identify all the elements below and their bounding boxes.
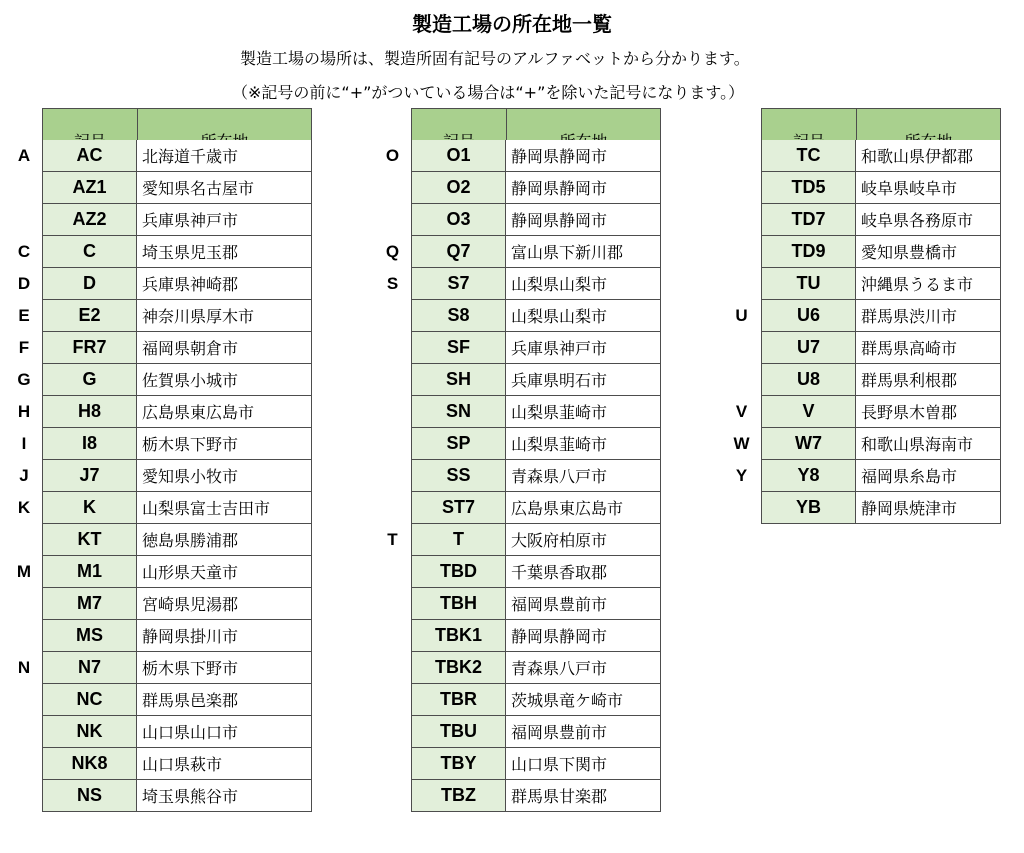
row-group-letter: H: [17, 402, 31, 421]
code-cell: I8: [42, 428, 137, 460]
row-group-letter: D: [17, 274, 31, 293]
location-cell: 兵庫県神戸市: [506, 332, 661, 364]
row-group-letter: G: [17, 370, 31, 389]
location-cell: 山梨県韮崎市: [506, 428, 661, 460]
location-cell: 福岡県糸島市: [856, 460, 1001, 492]
location-cell: 佐賀県小城市: [137, 364, 312, 396]
code-cell: D: [42, 268, 137, 300]
location-cell: 山口県萩市: [137, 748, 312, 780]
location-cell: 栃木県下野市: [137, 428, 312, 460]
subtitle-line-2: （※記号の前に“+”がついている場合は“+”を除いた記号になります。）: [232, 83, 745, 102]
row-group-letter: I: [21, 434, 27, 453]
row-group-letter: T: [387, 530, 398, 549]
row-group-letter: [722, 364, 761, 396]
location-cell: 兵庫県神崎郡: [137, 268, 312, 300]
factory-table-1: [6, 108, 312, 812]
code-cell: K: [42, 492, 137, 524]
row-group-letter: E: [18, 306, 30, 325]
row-group-letter: J: [19, 466, 29, 485]
row-group-letter: [722, 332, 761, 364]
row-group-letter: [6, 524, 42, 556]
code-cell: TD7: [761, 204, 856, 236]
code-cell: S8: [411, 300, 506, 332]
location-cell: 群馬県利根郡: [856, 364, 1001, 396]
code-cell: TD5: [761, 172, 856, 204]
location-cell: 埼玉県熊谷市: [137, 780, 312, 812]
location-cell: 茨城県竜ケ崎市: [506, 684, 661, 716]
row-group-letter: C: [17, 242, 31, 261]
factory-table-3: [722, 108, 1001, 524]
code-cell: M7: [42, 588, 137, 620]
location-cell: 沖縄県うるま市: [856, 268, 1001, 300]
code-cell: C: [42, 236, 137, 268]
row-group-letter: U: [735, 306, 748, 325]
location-cell: 山梨県山梨市: [506, 300, 661, 332]
location-cell: 広島県東広島市: [137, 396, 312, 428]
code-cell: W7: [761, 428, 856, 460]
code-cell: TC: [761, 140, 856, 172]
code-cell: O2: [411, 172, 506, 204]
location-cell: 福岡県豊前市: [506, 716, 661, 748]
code-cell: U8: [761, 364, 856, 396]
code-cell: N7: [42, 652, 137, 684]
location-cell: 静岡県静岡市: [506, 172, 661, 204]
location-cell: 神奈川県厚木市: [137, 300, 312, 332]
code-cell: NK8: [42, 748, 137, 780]
location-cell: 山形県天童市: [137, 556, 312, 588]
code-cell: TBD: [411, 556, 506, 588]
location-cell: 栃木県下野市: [137, 652, 312, 684]
row-group-letter: [374, 716, 411, 748]
row-group-letter: [374, 780, 411, 812]
row-group-letter: [722, 140, 761, 172]
location-cell: 山口県山口市: [137, 716, 312, 748]
row-group-letter: [722, 172, 761, 204]
code-cell: TBU: [411, 716, 506, 748]
row-group-letter: [374, 748, 411, 780]
row-group-letter: [374, 492, 411, 524]
location-cell: 広島県東広島市: [506, 492, 661, 524]
code-cell: SS: [411, 460, 506, 492]
code-cell: Q7: [411, 236, 506, 268]
location-cell: 岐阜県岐阜市: [856, 172, 1001, 204]
row-group-letter: M: [16, 562, 32, 581]
location-cell: 静岡県静岡市: [506, 140, 661, 172]
code-cell: YB: [761, 492, 856, 524]
location-cell: 徳島県勝浦郡: [137, 524, 312, 556]
code-cell: TD9: [761, 236, 856, 268]
code-cell: U7: [761, 332, 856, 364]
row-group-letter: V: [735, 402, 748, 421]
row-group-letter: [374, 556, 411, 588]
code-cell: NK: [42, 716, 137, 748]
row-group-letter: [722, 236, 761, 268]
row-group-letter: O: [385, 146, 400, 165]
code-cell: TBK1: [411, 620, 506, 652]
code-cell: TBR: [411, 684, 506, 716]
location-cell: 富山県下新川郡: [506, 236, 661, 268]
row-group-letter: [374, 396, 411, 428]
row-group-letter: A: [17, 146, 31, 165]
location-cell: 群馬県邑楽郡: [137, 684, 312, 716]
location-cell: 兵庫県神戸市: [137, 204, 312, 236]
code-cell: H8: [42, 396, 137, 428]
code-cell: S7: [411, 268, 506, 300]
code-cell: SP: [411, 428, 506, 460]
code-cell: FR7: [42, 332, 137, 364]
location-cell: 宮崎県児湯郡: [137, 588, 312, 620]
row-group-letter: [6, 748, 42, 780]
row-group-letter: [722, 268, 761, 300]
row-group-letter: [6, 204, 42, 236]
row-group-letter: [374, 588, 411, 620]
location-cell: 青森県八戸市: [506, 460, 661, 492]
row-group-letter: [722, 492, 761, 524]
code-cell: V: [761, 396, 856, 428]
row-group-letter: [6, 620, 42, 652]
location-cell: 愛知県豊橋市: [856, 236, 1001, 268]
row-group-letter: [374, 204, 411, 236]
code-cell: KT: [42, 524, 137, 556]
row-group-letter: [374, 620, 411, 652]
row-group-letter: Q: [385, 242, 400, 261]
code-cell: Y8: [761, 460, 856, 492]
row-group-letter: N: [17, 658, 31, 677]
location-cell: 大阪府柏原市: [506, 524, 661, 556]
factory-table-2: [374, 108, 661, 812]
code-cell: TBH: [411, 588, 506, 620]
row-group-letter: [6, 780, 42, 812]
row-group-letter: [374, 684, 411, 716]
location-cell: 兵庫県明石市: [506, 364, 661, 396]
code-cell: TBK2: [411, 652, 506, 684]
code-cell: ST7: [411, 492, 506, 524]
location-cell: 静岡県静岡市: [506, 620, 661, 652]
code-cell: NS: [42, 780, 137, 812]
row-group-letter: [374, 332, 411, 364]
row-group-letter: [6, 684, 42, 716]
row-group-letter: K: [17, 498, 31, 517]
code-cell: AZ2: [42, 204, 137, 236]
code-cell: M1: [42, 556, 137, 588]
code-cell: TU: [761, 268, 856, 300]
location-cell: 福岡県豊前市: [506, 588, 661, 620]
subtitle-line-1: 製造工場の場所は、製造所固有記号のアルファベットから分かります。: [240, 49, 750, 68]
code-cell: SF: [411, 332, 506, 364]
location-cell: 群馬県甘楽郡: [506, 780, 661, 812]
code-cell: E2: [42, 300, 137, 332]
location-cell: 千葉県香取郡: [506, 556, 661, 588]
location-cell: 岐阜県各務原市: [856, 204, 1001, 236]
location-cell: 福岡県朝倉市: [137, 332, 312, 364]
location-cell: 群馬県渋川市: [856, 300, 1001, 332]
code-cell: TBZ: [411, 780, 506, 812]
code-cell: O1: [411, 140, 506, 172]
row-group-letter: [374, 652, 411, 684]
code-cell: J7: [42, 460, 137, 492]
code-cell: SN: [411, 396, 506, 428]
location-cell: 青森県八戸市: [506, 652, 661, 684]
code-cell: AZ1: [42, 172, 137, 204]
location-cell: 長野県木曽郡: [856, 396, 1001, 428]
row-group-letter: [6, 588, 42, 620]
code-cell: U6: [761, 300, 856, 332]
location-cell: 山口県下関市: [506, 748, 661, 780]
code-cell: SH: [411, 364, 506, 396]
location-cell: 山梨県山梨市: [506, 268, 661, 300]
location-cell: 北海道千歳市: [137, 140, 312, 172]
location-cell: 埼玉県児玉郡: [137, 236, 312, 268]
location-cell: 静岡県焼津市: [856, 492, 1001, 524]
row-group-letter: [374, 364, 411, 396]
location-cell: 静岡県静岡市: [506, 204, 661, 236]
location-cell: 和歌山県海南市: [856, 428, 1001, 460]
page-title: 製造工場の所在地一覧: [412, 12, 612, 36]
row-group-letter: F: [18, 338, 30, 357]
location-cell: 和歌山県伊都郡: [856, 140, 1001, 172]
row-group-letter: [374, 300, 411, 332]
row-group-letter: [374, 460, 411, 492]
location-cell: 愛知県名古屋市: [137, 172, 312, 204]
row-group-letter: W: [733, 434, 750, 453]
code-cell: G: [42, 364, 137, 396]
code-cell: NC: [42, 684, 137, 716]
code-cell: MS: [42, 620, 137, 652]
code-cell: TBY: [411, 748, 506, 780]
code-cell: AC: [42, 140, 137, 172]
location-cell: 群馬県高崎市: [856, 332, 1001, 364]
row-group-letter: Y: [735, 466, 748, 485]
row-group-letter: [6, 172, 42, 204]
row-group-letter: [6, 716, 42, 748]
row-group-letter: [374, 428, 411, 460]
code-cell: T: [411, 524, 506, 556]
location-cell: 静岡県掛川市: [137, 620, 312, 652]
row-group-letter: S: [386, 274, 399, 293]
location-cell: 山梨県富士吉田市: [137, 492, 312, 524]
location-cell: 愛知県小牧市: [137, 460, 312, 492]
row-group-letter: [374, 172, 411, 204]
location-cell: 山梨県韮崎市: [506, 396, 661, 428]
code-cell: O3: [411, 204, 506, 236]
row-group-letter: [722, 204, 761, 236]
